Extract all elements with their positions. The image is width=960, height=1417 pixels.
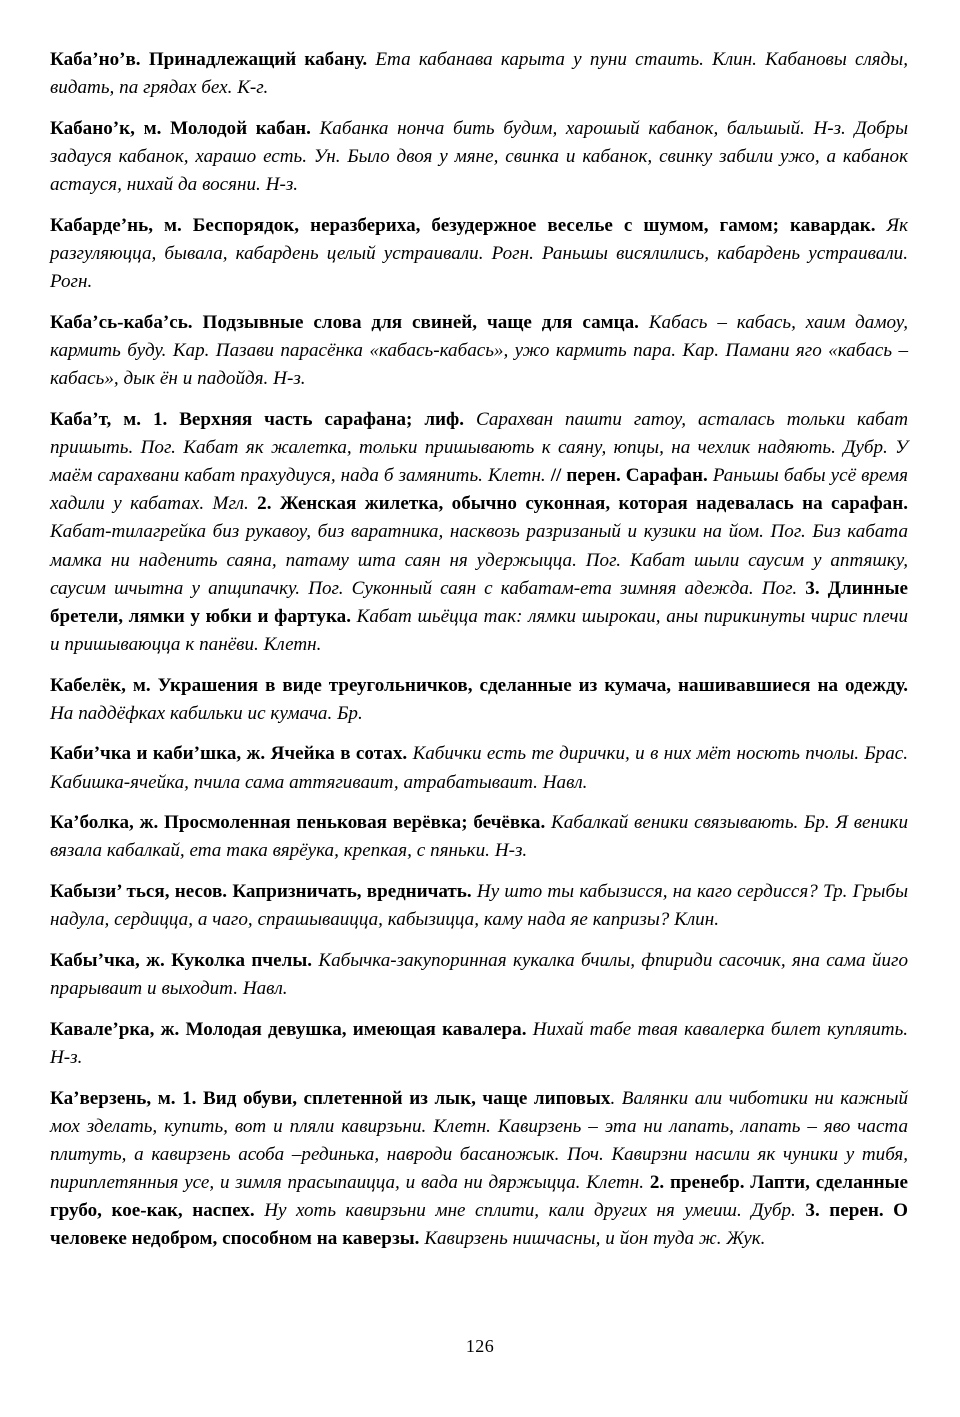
- headword: Кабы’чка,: [50, 949, 140, 971]
- grammar-label: ж.: [146, 949, 165, 971]
- example-text: Раньшы бабы усё время хадили у кабатах. Мгл.: [50, 465, 908, 515]
- headword: Ка’верзень,: [50, 1087, 152, 1109]
- headword: Ка’болка,: [50, 812, 134, 834]
- dictionary-entry-kaberden: [50, 212, 908, 296]
- definition: Просмоленная пеньковая верёвка; бечёвка.: [164, 812, 546, 834]
- example-text: Кабычка-закупоринная кукалка бчилы, фпириди сасочик, яна сама йиго прарываит и выходит. Навл.: [50, 949, 908, 1000]
- definition: Капризничать, вредничать.: [232, 881, 472, 903]
- example-text: Кабанка нонча бить будим, харошый кабанок, бальшый. Н-з. Добры задауся кабанок, харашо есть. Ун. Было двоя у мяне, свинка и кабанок, свинку забили ужо, а кабанок астауся, нихай да восяни. Н-з.: [50, 117, 909, 196]
- definition: Украшения в виде треугольничков, сделанные из кумача, нашивавшиеся на одежду.: [157, 674, 909, 696]
- example-text: Кабат-тилагрейка биз рукавоу, биз варатника, насквозь разризаный и кузики на йом. Пог. Биз кабата мамка ни наденить саяна, патаму шта саян ня удержыцца. Пог. Кабат шыли саусим у аптяшку, саусим шчытна у апщипачку. Пог. Суконный саян с кабатам-ета зимняя адежда. Пог.: [50, 521, 908, 599]
- sense-definition: О человеке недобром, способном на каверзы.: [50, 1200, 909, 1250]
- definition: Куколка пчелы.: [171, 949, 313, 971]
- usage-label: пренебр.: [669, 1171, 745, 1193]
- sense-number: 1.: [152, 408, 168, 430]
- dictionary-entry-kabat: [50, 406, 908, 659]
- sense-number: 3.: [805, 1200, 820, 1222]
- sense-number: 2.: [649, 1171, 665, 1193]
- page-number: 126: [465, 1336, 495, 1356]
- grammar-label: м.: [163, 214, 182, 236]
- sense-definition: Верхняя часть сарафана; лиф.: [179, 408, 465, 430]
- definition: Ячейка в сотах.: [270, 743, 408, 765]
- sense-subdivision-mark: // перен.: [550, 465, 621, 487]
- headword: Каба’сь-каба’сь.: [50, 311, 193, 333]
- dictionary-entry-kabas-kabas: [50, 309, 908, 393]
- headword: Кабелёк,: [50, 674, 126, 696]
- sense-definition: Женская жилетка, обычно суконная, которая надевалась на сарафан.: [279, 493, 909, 515]
- definition: Подзывные слова для свиней, чаще для самца.: [202, 311, 639, 333]
- headword: Каба’т,: [50, 408, 112, 430]
- dictionary-entry-kabanok: [50, 115, 908, 199]
- dictionary-entry-kavalerka: [50, 1016, 908, 1072]
- sense-subdivision-definition: Сарафан.: [625, 465, 708, 487]
- grammar-label: м.: [132, 674, 151, 696]
- example-text: Нихай табе твая кавалерка билет купляить. Н-з.: [50, 1018, 909, 1068]
- dictionary-entry-kabychka: [50, 947, 908, 1003]
- definition: Молодой кабан.: [170, 117, 311, 139]
- dictionary-entry-kaverzen: [50, 1085, 908, 1254]
- dictionary-entry-kabolka: [50, 809, 908, 865]
- headword: Кабызи’ ться,: [50, 881, 170, 903]
- sense-definition: Вид обуви, сплетенной из лык, чаще липовых: [203, 1087, 611, 1109]
- example-text: Як разгуляюцца, бывала, кабардень целый устраивали. Рогн. Раньшы висялились, кабардень устраивали. Рогн.: [50, 214, 909, 293]
- definition: Беспорядок, неразбериха, безудержное веселье с шумом, гамом; кавардак.: [192, 214, 876, 236]
- example-text: Кабат шьёцца так: лямки шырокаи, аны пирикинуты чирис плечи и пришываюцца к панёви. Клетн.: [50, 605, 908, 655]
- example-text: Кавирзень нишчасны, и йон туда ж. Жук.: [424, 1228, 766, 1250]
- example-text: Ета кабанава карыта у пуни стаить. Клин. Кабановы сляды, видать, па грядах бех. К-г.: [50, 49, 909, 99]
- grammar-label: ж.: [246, 743, 266, 765]
- grammar-label: ж.: [139, 812, 159, 834]
- definition: Молодая девушка, имеющая кавалера.: [185, 1018, 527, 1040]
- headword: Кавале’рка,: [50, 1018, 155, 1040]
- sense-number: 1.: [182, 1087, 197, 1109]
- definition: Принадлежащий кабану.: [148, 49, 368, 70]
- example-text: . Валянки али чиботики ни кажный мох зделать, купить, вот и пляли кавирзьни. Клетн. Кавирзень – эта ни лапать, лапать – яво часта плитуть, а кавирзень асоба –рединька, навроди басаножык. Поч. Кавирзни насили як чуники у тибя, пириплетянныя усе, и зимля прасыпаицца, и вада ни дяржыцца. Клетн.: [50, 1087, 908, 1193]
- example-text: Кабички есть те дирички, и в них мёт носють пчолы. Брас. Кабишка-ячейка, пчила сама аттягиваит, атрабатываит. Навл.: [50, 743, 909, 793]
- sense-definition: Лапти, сделанные грубо, кое-как, наспех.: [50, 1171, 909, 1222]
- grammar-label: ж.: [160, 1018, 180, 1040]
- entry-column: [50, 46, 908, 1253]
- dictionary-entry-kabichka: [50, 740, 908, 796]
- example-text: Кабась – кабась, хаим дамоу, кармить буду. Кар. Пазави парасёнка «кабась-кабась», ужо кармить пара. Кар. Памани яго «кабась –кабась», дык ён и падойдя. Н-з.: [50, 311, 909, 390]
- example-text: Ну што ты кабызисся, на каго сердисся? Тр. Грыбы надула, сердицца, а чаго, спрашываицца, кабызицца, каму нада яе капризы? Клин.: [50, 881, 909, 931]
- dictionary-entry-kabanov: [50, 46, 908, 102]
- headword: Кабано’к,: [50, 117, 135, 139]
- headword: Каба’но’в.: [50, 49, 141, 70]
- grammar-label: м.: [143, 117, 162, 139]
- grammar-label: м.: [123, 408, 142, 430]
- example-text: Сарахван пашти гатоу, асталась тольки кабат пришыть. Пог. Кабат як жалетка, тольки пришывають к саяну, юпцы, на чехлик надяють. Дубр. У маём сарахвани кабат прахудиуся, нада б замянить. Клетн.: [50, 408, 908, 487]
- dictionary-entry-kabelyok: [50, 672, 908, 728]
- example-text: Кабалкай веники связывають. Бр. Я веники вязала кабалкай, ета така вярёука, крепкая, с пяньки. Н-з.: [50, 812, 908, 862]
- usage-label: перен.: [829, 1200, 884, 1222]
- sense-number: 2.: [257, 493, 272, 515]
- sense-definition: Длинные бретели, лямки у юбки и фартука.: [50, 577, 908, 627]
- headword: Кабарде’нь,: [50, 214, 153, 236]
- headword: Каби’чка и каби’шка,: [50, 743, 242, 765]
- dictionary-entry-kabyzitsya: [50, 878, 908, 934]
- sense-number: 3.: [805, 577, 820, 599]
- grammar-label: м.: [157, 1087, 176, 1109]
- grammar-label: несов.: [174, 881, 228, 903]
- example-text: Ну хоть кавирзьни мне сплити, кали других ня умеиш. Дубр.: [264, 1200, 796, 1222]
- example-text: На паддёфках кабильки ис кумача. Бр.: [50, 702, 363, 724]
